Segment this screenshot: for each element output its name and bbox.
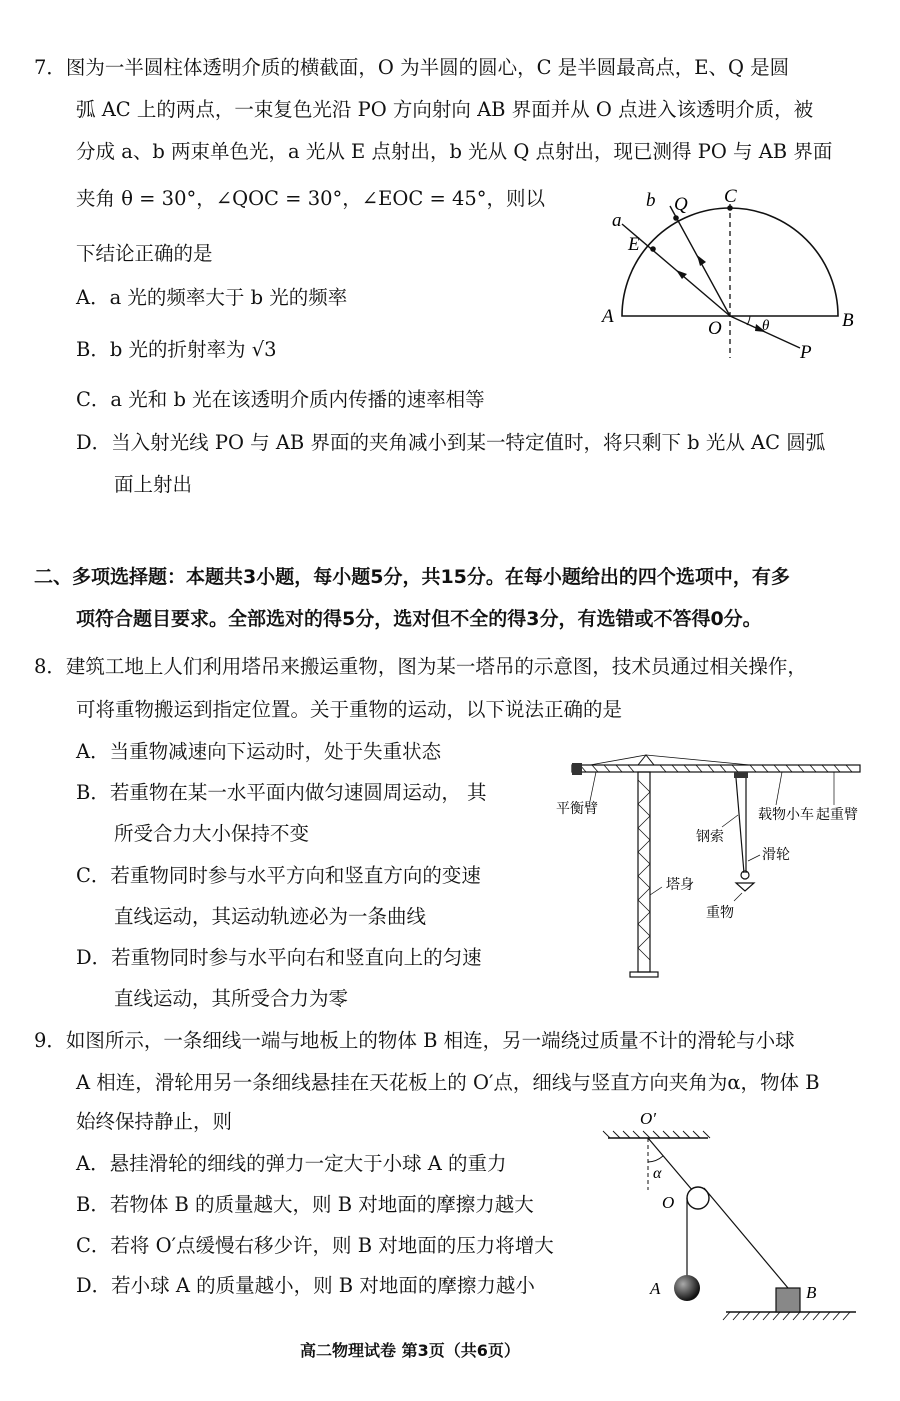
section2-line-2: 项符合题目要求。全部选对的得5分，选对但不全的得3分，有选错或不答得0分。 (76, 608, 762, 630)
q8-option-c: C．若重物同时参与水平方向和竖直方向的变速 (76, 864, 481, 887)
q9-stem-line-1: 9．如图所示，一条细线一端与地板上的物体 B 相连，另一端绕过质量不计的滑轮与小球 (34, 1029, 795, 1052)
ray-b-arrow (697, 255, 706, 266)
label-trolley: 载物小车 (758, 807, 814, 823)
string-to-b (704, 1188, 788, 1288)
q7-stem-line-1: 7．图为一半圆柱体透明介质的横截面，O 为半圆的圆心，C 是半圆最高点，E、Q 是圆 (34, 56, 790, 79)
label-a: a (612, 210, 622, 231)
label-o: O (708, 318, 722, 339)
q7-option-c: C．a 光和 b 光在该透明介质内传播的速率相等 (76, 388, 485, 411)
tower-base (630, 972, 658, 977)
q8-option-c-cont: 直线运动，其运动轨迹必为一条曲线 (114, 905, 427, 928)
q7-stem-line-4: 夹角 θ = 30°，∠QOC = 30°，∠EOC = 45°，则以 (76, 187, 546, 210)
q7-option-b: B．b 光的折射率为 √3 (76, 338, 277, 361)
point-e (650, 246, 656, 252)
cable-left (736, 778, 744, 873)
q8-tower-crane-figure (550, 755, 870, 985)
label-alpha: α (653, 1165, 662, 1182)
label-b: b (646, 190, 656, 211)
label-balance-arm: 平衡臂 (556, 801, 598, 817)
label-b: B (806, 1283, 817, 1302)
trolley (734, 772, 748, 778)
label-jib: 起重臂 (816, 807, 858, 823)
q8-stem-line-2: 可将重物搬运到指定位置。关于重物的运动，以下说法正确的是 (76, 698, 623, 721)
q8-stem-line-1: 8．建筑工地上人们利用塔吊来搬运重物，图为某一塔吊的示意图，技术员通过相关操作， (34, 655, 807, 678)
q7-option-d: D．当入射光线 PO 与 AB 界面的夹角减小到某一特定值时，将只剩下 b 光从 AC 圆弧 (76, 431, 826, 454)
label-load: 重物 (706, 905, 734, 921)
q8-option-d: D．若重物同时参与水平向右和竖直向上的匀速 (76, 946, 482, 969)
q9-option-a: A．悬挂滑轮的细线的弹力一定大于小球 A 的重力 (76, 1152, 507, 1175)
q8-option-b: B．若重物在某一水平面内做匀速圆周运动， 其 (76, 781, 487, 804)
label-o-prime: O′ (640, 1109, 656, 1128)
q8-option-b-cont: 所受合力大小保持不变 (114, 822, 310, 845)
q7-stem-line-2: 弧 AC 上的两点，一束复色光沿 PO 方向射向 AB 界面并从 O 点进入该透明介质，被 (76, 98, 814, 121)
q7-semicircle-figure (590, 180, 880, 370)
section2-line-1: 二、多项选择题：本题共3小题，每小题5分，共15分。在每小题给出的四个选项中，有多 (34, 566, 790, 588)
q7-stem-line-5: 下结论正确的是 (76, 242, 213, 265)
crane-jib (572, 765, 860, 772)
tower-cap (638, 755, 654, 765)
label-b-point: B (842, 310, 854, 331)
theta-arc (747, 316, 750, 325)
label-a: A (650, 1279, 661, 1298)
q8-option-a: A．当重物减速向下运动时，处于失重状态 (76, 740, 442, 763)
counterweight (572, 763, 582, 775)
label-p: P (800, 342, 812, 363)
q7-option-d-cont: 面上射出 (114, 473, 193, 496)
q9-stem-line-3: 始终保持静止，则 (76, 1110, 233, 1133)
label-c: C (724, 186, 737, 207)
label-cable: 钢索 (696, 829, 724, 845)
label-a-point: A (602, 306, 614, 327)
label-tower: 塔身 (666, 877, 694, 893)
q9-stem-line-2: A 相连，滑轮用另一条细线悬挂在天花板上的 O′点，细线与竖直方向夹角为α，物体 B (76, 1071, 820, 1094)
q7-stem-line-3: 分成 a、b 两束单色光，a 光从 E 点射出，b 光从 Q 点射出，现已测得 PO 与 AB 界面 (76, 140, 833, 163)
page-footer: 高二物理试卷 第3页（共6页） (300, 1341, 520, 1360)
pulley (741, 871, 749, 879)
q9-option-c: C．若将 O′点缓慢右移少许，则 B 对地面的压力将增大 (76, 1234, 554, 1257)
label-o: O (662, 1193, 675, 1212)
load (736, 883, 754, 891)
label-theta: θ (762, 318, 770, 334)
q8-option-d-cont: 直线运动，其所受合力为零 (114, 987, 349, 1010)
point-q (673, 215, 679, 221)
label-e: E (628, 234, 640, 255)
label-pulley: 滑轮 (762, 847, 790, 863)
q7-option-a: A．a 光的频率大于 b 光的频率 (76, 286, 348, 309)
ball-a (674, 1275, 700, 1301)
label-q: Q (674, 194, 688, 215)
q9-pulley-figure (600, 1109, 870, 1323)
alpha-arc (648, 1156, 663, 1162)
block-b (776, 1288, 800, 1312)
q9-option-b: B．若物体 B 的质量越大，则 B 对地面的摩擦力越大 (76, 1193, 534, 1216)
q9-option-d: D．若小球 A 的质量越小，则 B 对地面的摩擦力越小 (76, 1274, 535, 1297)
